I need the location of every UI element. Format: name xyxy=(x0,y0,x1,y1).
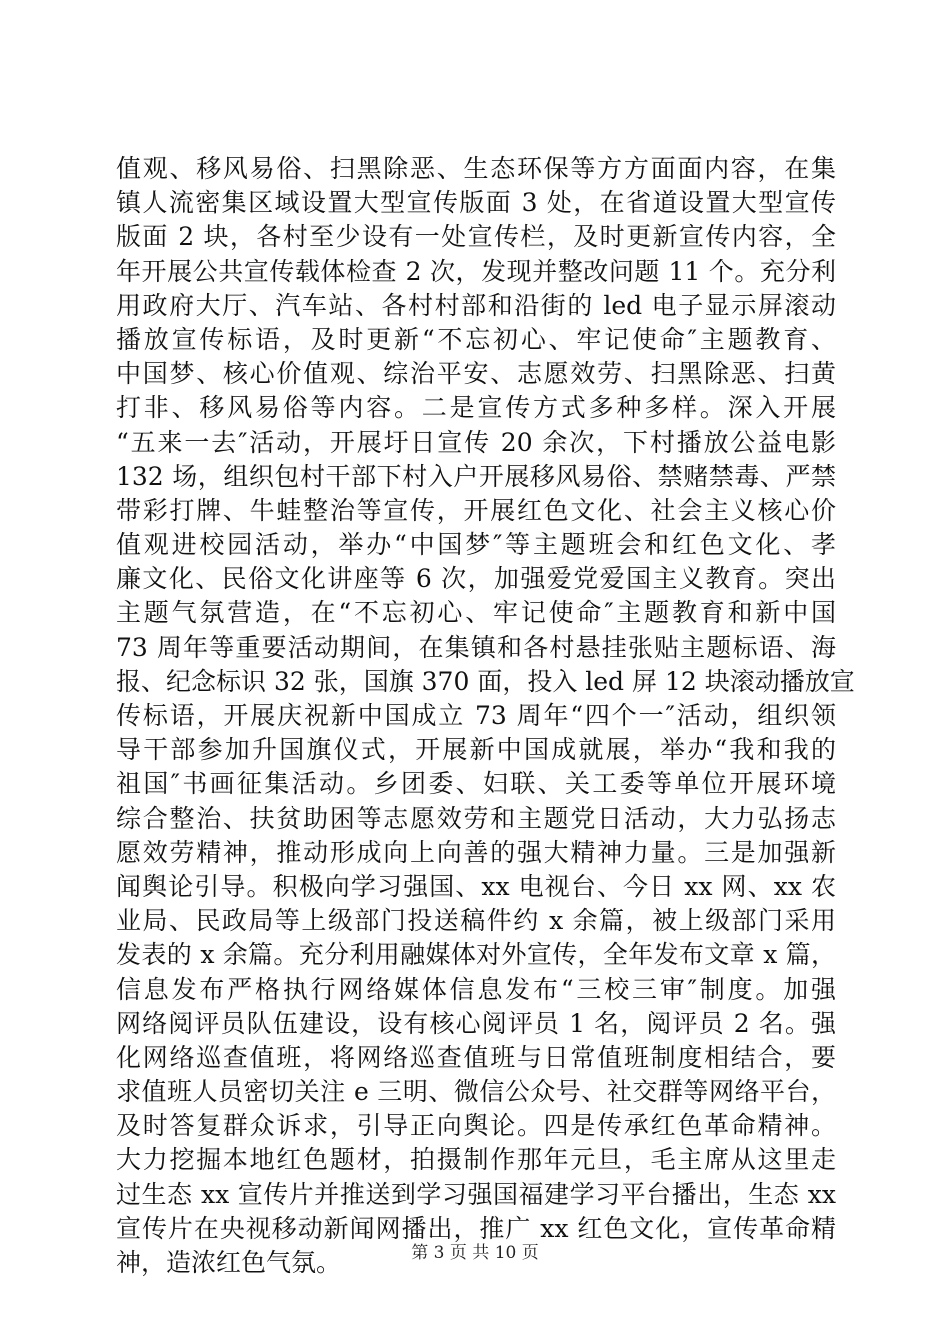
text-line: 业局、民政局等上级部门投送稿件约 x 余篇，被上级部门采用 xyxy=(116,906,836,936)
text-line: 播放宣传标语，及时更新“不忘初心、牢记使命″主题教育、 xyxy=(116,324,836,354)
text-line: 年开展公共宣传载体检查 2 次，发现并整改问题 11 个。充分利 xyxy=(116,256,836,286)
text-line: 过生态 xx 宣传片并推送到学习强国福建学习平台播出，生态 xx xyxy=(116,1179,836,1209)
text-line: 报、纪念标识 32 张，国旗 370 面，投入 led 屏 12 块滚动播放宣 xyxy=(116,666,855,696)
text-line: 及时答复群众诉求，引导正向舆论。四是传承红色革命精神。 xyxy=(116,1111,836,1141)
text-line: 网络阅评员队伍建设，设有核心阅评员 1 名，阅评员 2 名。强 xyxy=(116,1008,836,1038)
text-line: 主题气氛营造，在“不忘初心、牢记使命″主题教育和新中国 xyxy=(116,598,836,628)
text-line: 导干部参加升国旗仪式，开展新中国成就展，举办“我和我的 xyxy=(116,735,836,765)
text-line: 值观、移风易俗、扫黑除恶、生态环保等方方面面内容，在集 xyxy=(116,154,836,183)
text-line: 神，造浓红色气氛。 xyxy=(116,1248,342,1277)
text-line: 综合整治、扶贫助困等志愿效劳和主题党日活动，大力弘扬志 xyxy=(116,803,836,833)
body-paragraph xyxy=(116,152,855,1280)
text-line: 求值班人员密切关注 e 三明、微信公众号、社交群等网络平台， xyxy=(116,1077,836,1107)
text-line: 带彩打牌、牛蛙整治等宣传，开展红色文化、社会主义核心价 xyxy=(116,495,836,525)
text-line: 宣传片在央视移动新闻网播出，推广 xx 红色文化，宣传革命精 xyxy=(116,1213,836,1243)
text-line: 闻舆论引导。积极向学习强国、xx 电视台、今日 xx 网、xx 农 xyxy=(116,871,836,901)
text-line: 廉文化、民俗文化讲座等 6 次，加强爱党爱国主义教育。突出 xyxy=(116,564,836,594)
text-line: 镇人流密集区域设置大型宣传版面 3 处，在省道设置大型宣传 xyxy=(116,188,836,218)
page-footer: 第 3 页 共 10 页 xyxy=(411,1243,539,1263)
text-line: 发表的 x 余篇。充分利用融媒体对外宣传，全年发布文章 x 篇， xyxy=(116,940,836,970)
text-line: 打非、移风易俗等内容。二是宣传方式多种多样。深入开展 xyxy=(116,393,836,423)
text-line: 132 场，组织包村干部下村入户开展移风易俗、禁赌禁毒、严禁 xyxy=(116,461,836,491)
text-line: 大力挖掘本地红色题材，拍摄制作那年元旦，毛主席从这里走 xyxy=(116,1145,836,1175)
text-line: 中国梦、核心价值观、综治平安、志愿效劳、扫黑除恶、扫黄 xyxy=(116,359,836,389)
text-line: “五来一去″活动，开展圩日宣传 20 余次，下村播放公益电影 xyxy=(116,427,836,457)
text-line: 祖国″书画征集活动。乡团委、妇联、关工委等单位开展环境 xyxy=(116,769,836,799)
text-line: 传标语，开展庆祝新中国成立 73 周年“四个一″活动，组织领 xyxy=(116,701,836,730)
text-line: 73 周年等重要活动期间，在集镇和各村悬挂张贴主题标语、海 xyxy=(116,632,836,662)
text-line: 值观进校园活动，举办“中国梦″等主题班会和红色文化、孝 xyxy=(116,530,836,560)
text-line: 愿效劳精神，推动形成向上向善的强大精神力量。三是加强新 xyxy=(116,837,836,867)
text-line: 版面 2 块，各村至少设有一处宣传栏，及时更新宣传内容，全 xyxy=(116,222,836,252)
text-line: 化网络巡查值班，将网络巡查值班与日常值班制度相结合，要 xyxy=(116,1042,836,1072)
text-line: 信息发布严格执行网络媒体信息发布“三校三审″制度。加强 xyxy=(116,974,836,1004)
text-line: 用政府大厅、汽车站、各村村部和沿街的 led 电子显示屏滚动 xyxy=(116,290,836,320)
